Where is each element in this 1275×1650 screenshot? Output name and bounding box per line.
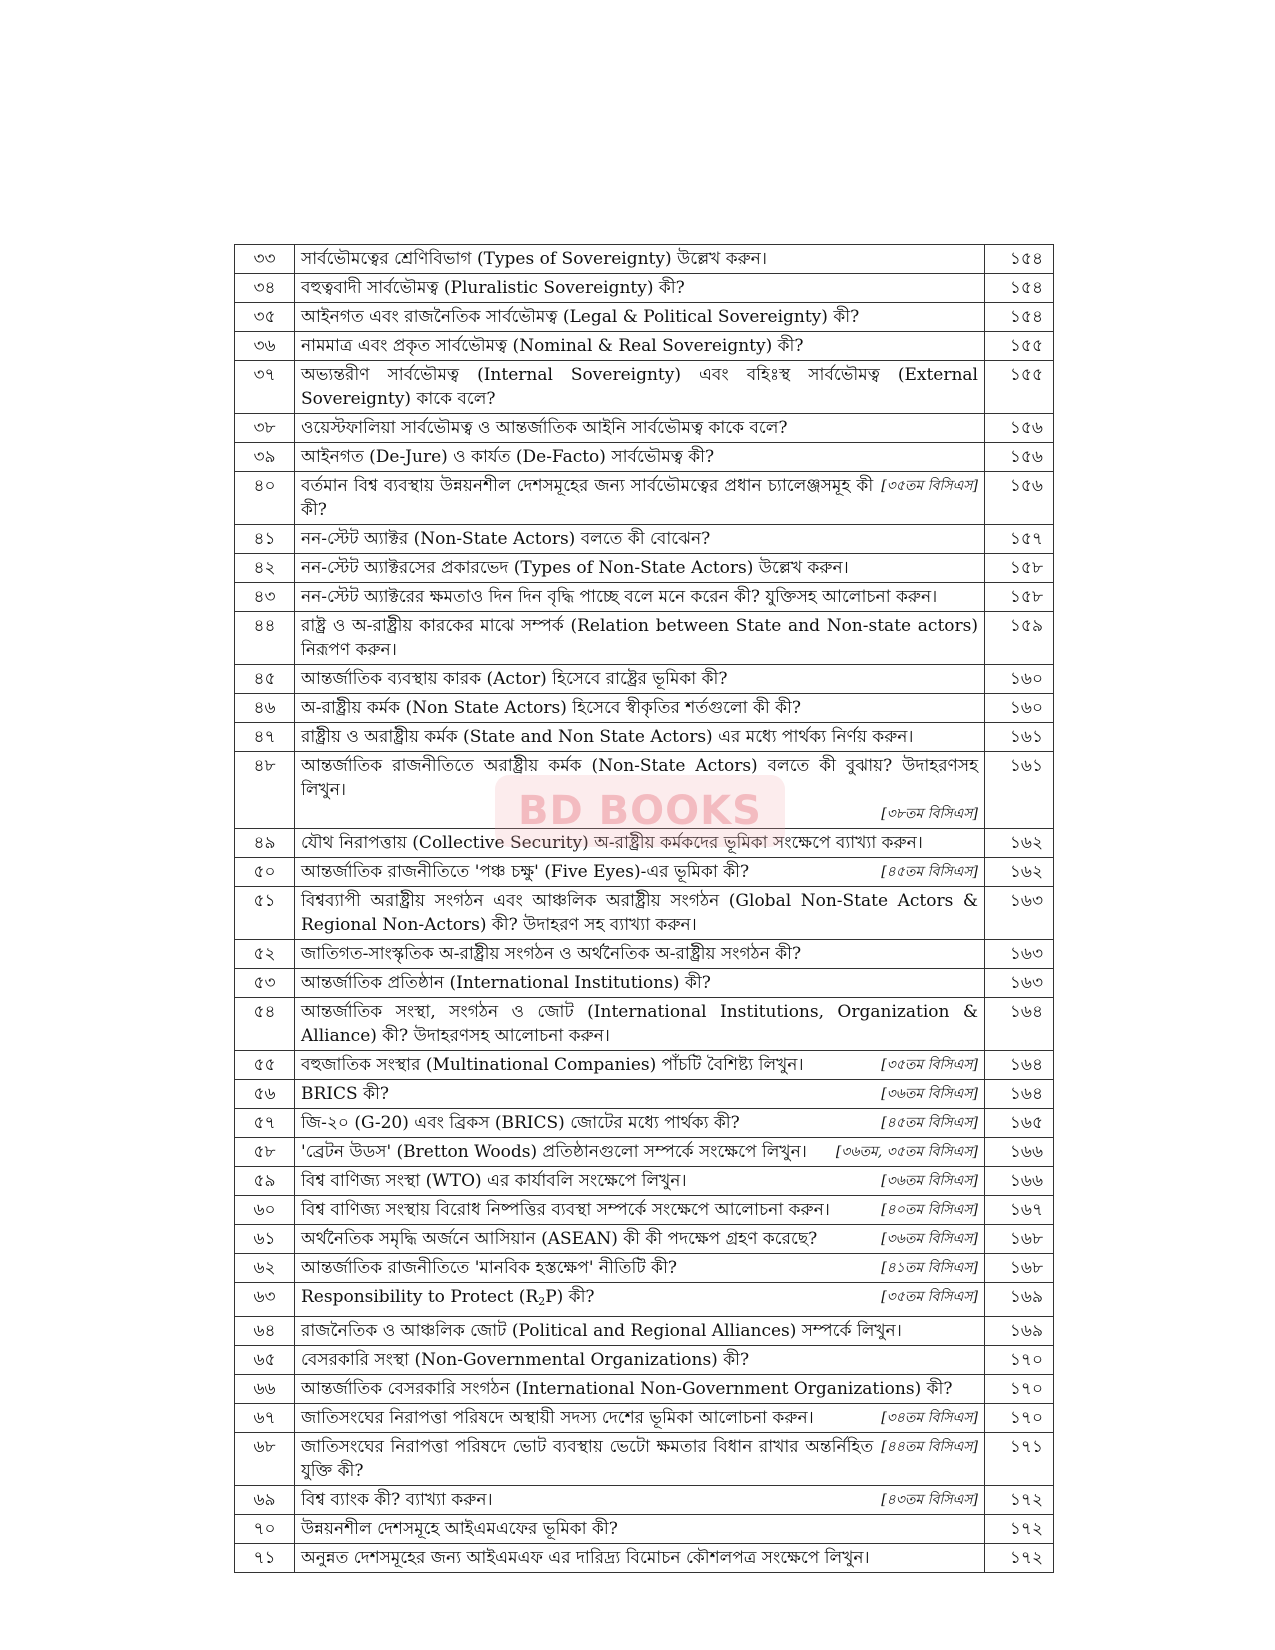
question-cell: [295, 245, 985, 274]
page-number: ১৬৮: [985, 1225, 1054, 1254]
table-row: [235, 525, 1054, 554]
question-text: রাজনৈতিক ও আঞ্চলিক জোট (Political and Regional Alliances) সম্পর্কে লিখুন।: [301, 1321, 902, 1341]
question-text: আন্তর্জাতিক রাজনীতিতে অরাষ্ট্রীয় কর্মক (Non-State Actors) বলতে কী বুঝায়? উদাহরণসহ লিখুন।: [301, 756, 978, 800]
question-cell: [295, 752, 985, 829]
question-number: ৬০: [235, 1196, 295, 1225]
question-text: নন-স্টেট অ্যাক্টরসের প্রকারভেদ (Types of Non-State Actors) উল্লেখ করুন।: [301, 558, 849, 578]
question-text: আইনগত এবং রাজনৈতিক সার্বভৌমত্ব (Legal & Political Sovereignty) কী?: [301, 307, 860, 327]
question-cell: [295, 940, 985, 969]
question-cell: [295, 332, 985, 361]
table-row: [235, 858, 1054, 887]
question-text: আন্তর্জাতিক ব্যবস্থায় কারক (Actor) হিসেবে রাষ্ট্রের ভূমিকা কী?: [301, 669, 728, 689]
question-text: বর্তমান বিশ্ব ব্যবস্থায় উন্নয়নশীল দেশসমূহের জন্য সার্বভৌমত্বের প্রধান চ্যালেঞ্জসমূহ কী কী?: [301, 476, 874, 520]
question-number: ৩৪: [235, 274, 295, 303]
question-number: ৫৩: [235, 969, 295, 998]
table-row: [235, 443, 1054, 472]
table-row: [235, 303, 1054, 332]
table-row: [235, 1196, 1054, 1225]
exam-reference: [৪১তম বিসিএস]: [881, 1260, 978, 1276]
question-cell: [295, 1515, 985, 1544]
question-number: ৫৬: [235, 1080, 295, 1109]
page-number: ১৫৬: [985, 443, 1054, 472]
question-text: বেসরকারি সংস্থা (Non-Governmental Organizations) কী?: [301, 1350, 750, 1370]
page-number: ১৬১: [985, 723, 1054, 752]
question-text: অর্থনৈতিক সমৃদ্ধি অর্জনে আসিয়ান (ASEAN) কী কী পদক্ষেপ গ্রহণ করেছে?: [301, 1229, 818, 1249]
table-row: [235, 998, 1054, 1051]
question-text: নন-স্টেট অ্যাক্টর (Non-State Actors) বলতে কী বোঝেন?: [301, 529, 711, 549]
question-cell: [295, 303, 985, 332]
question-cell: [295, 858, 985, 887]
exam-reference: [৩৬তম, ৩৫তম বিসিএস]: [835, 1144, 978, 1160]
table-row: [235, 554, 1054, 583]
question-number: ৩৬: [235, 332, 295, 361]
question-cell: [295, 1051, 985, 1080]
page-number: ১৬২: [985, 858, 1054, 887]
page-number: ১৫৪: [985, 303, 1054, 332]
question-cell: [295, 723, 985, 752]
question-text: রাষ্ট্র ও অ-রাষ্ট্রীয় কারকের মাঝে সম্পর্ক (Relation between State and Non-state actors) নিরূপণ করুন।: [301, 616, 978, 660]
page-number: ১৫৮: [985, 554, 1054, 583]
question-text: আন্তর্জাতিক রাজনীতিতে 'মানবিক হস্তক্ষেপ' নীতিটি কী?: [301, 1258, 677, 1278]
question-cell: [295, 1317, 985, 1346]
question-cell: [295, 1225, 985, 1254]
table-row: [235, 887, 1054, 940]
question-number: ৬৭: [235, 1404, 295, 1433]
question-text: 'ব্রেটন উডস' (Bretton Woods) প্রতিষ্ঠানগুলো সম্পর্কে সংক্ষেপে লিখুন।: [301, 1142, 807, 1162]
table-row: [235, 1486, 1054, 1515]
table-row: [235, 1346, 1054, 1375]
exam-reference: [৪৪তম বিসিএস]: [881, 1439, 978, 1455]
table-row: [235, 1317, 1054, 1346]
question-cell: [295, 1167, 985, 1196]
question-number: ৭০: [235, 1515, 295, 1544]
question-number: ৩৮: [235, 414, 295, 443]
table-row: [235, 694, 1054, 723]
page-number: ১৭২: [985, 1515, 1054, 1544]
page-number: ১৫৫: [985, 361, 1054, 414]
contents-table: [234, 244, 1054, 1573]
page-number: ১৬৭: [985, 1196, 1054, 1225]
question-cell: [295, 1375, 985, 1404]
table-row: [235, 612, 1054, 665]
question-cell: [295, 361, 985, 414]
table-row: [235, 1051, 1054, 1080]
question-text: জাতিসংঘের নিরাপত্তা পরিষদে অস্থায়ী সদস্য দেশের ভূমিকা আলোচনা করুন।: [301, 1408, 814, 1428]
exam-reference: [৩৬তম বিসিএস]: [881, 1173, 978, 1189]
question-cell: [295, 1196, 985, 1225]
question-number: ৫১: [235, 887, 295, 940]
question-cell: [295, 829, 985, 858]
question-number: ৪২: [235, 554, 295, 583]
question-cell: [295, 1138, 985, 1167]
page-number: ১৬১: [985, 752, 1054, 829]
table-row: [235, 1254, 1054, 1283]
question-text: যৌথ নিরাপত্তায় (Collective Security) অ-রাষ্ট্রীয় কর্মকদের ভূমিকা সংক্ষেপে ব্যাখ্যা করুন।: [301, 833, 923, 853]
exam-reference: [৪৫তম বিসিএস]: [881, 864, 978, 880]
question-number: ৪৪: [235, 612, 295, 665]
question-number: ৪৯: [235, 829, 295, 858]
question-number: ৪৭: [235, 723, 295, 752]
question-text: নামমাত্র এবং প্রকৃত সার্বভৌমত্ব (Nominal & Real Sovereignty) কী?: [301, 336, 804, 356]
question-text: বিশ্ব ব্যাংক কী? ব্যাখ্যা করুন।: [301, 1490, 493, 1510]
question-number: ৩৯: [235, 443, 295, 472]
table-row: [235, 583, 1054, 612]
question-number: ৬৯: [235, 1486, 295, 1515]
question-text: আন্তর্জাতিক প্রতিষ্ঠান (International Institutions) কী?: [301, 973, 711, 993]
page-number: ১৬২: [985, 829, 1054, 858]
page-number: ১৬০: [985, 665, 1054, 694]
question-cell: [295, 612, 985, 665]
page-number: ১৬০: [985, 694, 1054, 723]
table-row: [235, 1138, 1054, 1167]
page-number: ১৭০: [985, 1404, 1054, 1433]
question-cell: [295, 274, 985, 303]
question-number: ৩৫: [235, 303, 295, 332]
question-number: ৪০: [235, 472, 295, 525]
question-text: উন্নয়নশীল দেশসমূহে আইএমএফের ভূমিকা কী?: [301, 1519, 618, 1539]
table-row: [235, 414, 1054, 443]
page-number: ১৬৪: [985, 1080, 1054, 1109]
page-number: ১৬৯: [985, 1317, 1054, 1346]
table-row: [235, 1515, 1054, 1544]
page-number: ১৫৬: [985, 472, 1054, 525]
page-number: ১৫৪: [985, 245, 1054, 274]
exam-reference: [৪৩তম বিসিএস]: [881, 1492, 978, 1508]
question-cell: [295, 554, 985, 583]
question-number: ৬৫: [235, 1346, 295, 1375]
question-text: অভ্যন্তরীণ সার্বভৌমত্ব (Internal Sovereignty) এবং বহিঃস্থ সার্বভৌমত্ব (External Sovereignty) কাকে বলে?: [301, 365, 978, 409]
question-number: ৭১: [235, 1544, 295, 1573]
table-row: [235, 1283, 1054, 1317]
table-row: [235, 361, 1054, 414]
question-cell: [295, 414, 985, 443]
question-number: ৪১: [235, 525, 295, 554]
question-text: ওয়েস্টফালিয়া সার্বভৌমত্ব ও আন্তর্জাতিক আইনি সার্বভৌমত্ব কাকে বলে?: [301, 418, 788, 438]
question-text: Responsibility to Protect (R: [301, 1287, 539, 1307]
question-text: বহুজাতিক সংস্থার (Multinational Companies) পাঁচটি বৈশিষ্ট্য লিখুন।: [301, 1055, 804, 1075]
table-row: [235, 1404, 1054, 1433]
watermark: BD BOOKS: [495, 775, 785, 847]
question-cell: [295, 1433, 985, 1486]
table-row: [235, 665, 1054, 694]
page-number: ১৬৩: [985, 969, 1054, 998]
page-number: ১৬৩: [985, 887, 1054, 940]
contents-table-body: [235, 245, 1054, 1573]
question-number: ৬৪: [235, 1317, 295, 1346]
table-row: [235, 1167, 1054, 1196]
question-number: ৫৫: [235, 1051, 295, 1080]
table-row: [235, 1109, 1054, 1138]
question-text: বিশ্বব্যাপী অরাষ্ট্রীয় সংগঠন এবং আঞ্চলিক অরাষ্ট্রীয় সংগঠন (Global Non-State Actors & Regional Non-Actors) কী? উদাহরণ সহ ব্যাখ্যা করুন।: [301, 891, 978, 935]
question-cell: [295, 694, 985, 723]
question-number: ৫৪: [235, 998, 295, 1051]
question-cell: [295, 887, 985, 940]
question-cell: [295, 583, 985, 612]
question-text: জি-২০ (G-20) এবং ব্রিকস (BRICS) জোটের মধ্যে পার্থক্য কী?: [301, 1113, 740, 1133]
question-cell: [295, 1346, 985, 1375]
question-number: ৬৩: [235, 1283, 295, 1317]
question-text: বিশ্ব বাণিজ্য সংস্থায় বিরোধ নিষ্পত্তির ব্যবস্থা সম্পর্কে সংক্ষেপে আলোচনা করুন।: [301, 1200, 830, 1220]
table-row: [235, 1375, 1054, 1404]
question-text: জাতিগত-সাংস্কৃতিক অ-রাষ্ট্রীয় সংগঠন ও অর্থনৈতিক অ-রাষ্ট্রীয় সংগঠন কী?: [301, 944, 802, 964]
question-number: ৬২: [235, 1254, 295, 1283]
page-number: ১৫৯: [985, 612, 1054, 665]
page-number: ১৫৪: [985, 274, 1054, 303]
table-row: [235, 752, 1054, 829]
question-cell: [295, 1254, 985, 1283]
page-number: ১৫৫: [985, 332, 1054, 361]
question-cell: [295, 472, 985, 525]
question-text: বিশ্ব বাণিজ্য সংস্থা (WTO) এর কার্যাবলি সংক্ষেপে লিখুন।: [301, 1171, 687, 1191]
question-text: আন্তর্জাতিক বেসরকারি সংগঠন (International Non-Government Organizations) কী?: [301, 1379, 953, 1399]
table-row: [235, 1080, 1054, 1109]
question-text: আন্তর্জাতিক রাজনীতিতে 'পঞ্চ চক্ষু' (Five Eyes)-এর ভূমিকা কী?: [301, 862, 750, 882]
question-cell: [295, 443, 985, 472]
table-row: [235, 274, 1054, 303]
question-cell: [295, 1109, 985, 1138]
page-number: ১৬৬: [985, 1138, 1054, 1167]
page-number: ১৭০: [985, 1346, 1054, 1375]
page-number: ১৫৭: [985, 525, 1054, 554]
question-text-end: P) কী?: [545, 1287, 595, 1307]
question-number: ৬৬: [235, 1375, 295, 1404]
question-text: জাতিসংঘের নিরাপত্তা পরিষদে ভোট ব্যবস্থায় ভেটো ক্ষমতার বিধান রাখার অন্তর্নিহিত যুক্তি কী?: [301, 1437, 874, 1481]
table-row: [235, 332, 1054, 361]
table-row: [235, 1225, 1054, 1254]
page-number: ১৭০: [985, 1375, 1054, 1404]
question-cell: [295, 1486, 985, 1515]
subscript: 2: [538, 1295, 546, 1308]
page-number: ১৭২: [985, 1544, 1054, 1573]
table-row: [235, 1433, 1054, 1486]
question-number: ৪৫: [235, 665, 295, 694]
question-number: ৪৩: [235, 583, 295, 612]
page-number: ১৬৪: [985, 1051, 1054, 1080]
page-number: ১৭১: [985, 1433, 1054, 1486]
table-row: [235, 1544, 1054, 1573]
page-number: ১৬৪: [985, 998, 1054, 1051]
question-cell: [295, 525, 985, 554]
page-number: ১৬৩: [985, 940, 1054, 969]
exam-reference: [৪৫তম বিসিএস]: [881, 1115, 978, 1131]
question-number: ৬১: [235, 1225, 295, 1254]
page-number: ১৭২: [985, 1486, 1054, 1515]
page-number: ১৬৬: [985, 1167, 1054, 1196]
exam-reference: [৩৫তম বিসিএস]: [881, 1289, 978, 1305]
exam-reference: [৩৮তম বিসিএস]: [881, 806, 978, 822]
question-text: অনুন্নত দেশসমূহের জন্য আইএমএফ এর দারিদ্র্য বিমোচন কৌশলপত্র সংক্ষেপে লিখুন।: [301, 1548, 870, 1568]
table-row: [235, 723, 1054, 752]
page-number: ১৬৮: [985, 1254, 1054, 1283]
question-text: আন্তর্জাতিক সংস্থা, সংগঠন ও জোট (International Institutions, Organization & Alliance) কী? উদাহরণসহ আলোচনা করুন।: [301, 1002, 978, 1046]
question-number: ৪৬: [235, 694, 295, 723]
page-number: ১৬৯: [985, 1283, 1054, 1317]
question-number: ৫২: [235, 940, 295, 969]
question-number: ৫৮: [235, 1138, 295, 1167]
question-cell: [295, 1080, 985, 1109]
exam-reference: [৩৫তম বিসিএস]: [881, 1057, 978, 1073]
question-text: আইনগত (De-Jure) ও কার্যত (De-Facto) সার্বভৌমত্ব কী?: [301, 447, 715, 467]
question-text: বহুত্ববাদী সার্বভৌমত্ব (Pluralistic Sovereignty) কী?: [301, 278, 685, 298]
question-number: ৫৭: [235, 1109, 295, 1138]
question-text: অ-রাষ্ট্রীয় কর্মক (Non State Actors) হিসেবে স্বীকৃতির শর্তগুলো কী কী?: [301, 698, 802, 718]
question-text: BRICS কী?: [301, 1084, 389, 1104]
page-number: ১৫৮: [985, 583, 1054, 612]
exam-reference: [৩৬তম বিসিএস]: [881, 1231, 978, 1247]
question-number: ৪৮: [235, 752, 295, 829]
question-number: ৫৯: [235, 1167, 295, 1196]
question-number: ৬৮: [235, 1433, 295, 1486]
question-text: নন-স্টেট অ্যাক্টরের ক্ষমতাও দিন দিন বৃদ্ধি পাচ্ছে বলে মনে করেন কী? যুক্তিসহ আলোচনা করুন।: [301, 587, 938, 607]
exam-reference: [৩৪তম বিসিএস]: [881, 1410, 978, 1426]
page-number: ১৬৫: [985, 1109, 1054, 1138]
page-number: ১৫৬: [985, 414, 1054, 443]
table-row: [235, 472, 1054, 525]
question-cell: [295, 998, 985, 1051]
question-cell: [295, 1544, 985, 1573]
question-cell: [295, 665, 985, 694]
question-number: ৩৭: [235, 361, 295, 414]
table-row: [235, 245, 1054, 274]
question-number: ৫০: [235, 858, 295, 887]
question-cell: [295, 1404, 985, 1433]
table-row: [235, 969, 1054, 998]
question-number: ৩৩: [235, 245, 295, 274]
exam-reference: [৩৬তম বিসিএস]: [881, 1086, 978, 1102]
question-text: সার্বভৌমত্বের শ্রেণিবিভাগ (Types of Sovereignty) উল্লেখ করুন।: [301, 249, 767, 269]
table-row: [235, 829, 1054, 858]
table-row: [235, 940, 1054, 969]
question-cell: [295, 969, 985, 998]
exam-reference: [৩৫তম বিসিএস]: [881, 478, 978, 494]
question-text: রাষ্ট্রীয় ও অরাষ্ট্রীয় কর্মক (State and Non State Actors) এর মধ্যে পার্থক্য নির্ণয় করুন।: [301, 727, 914, 747]
question-cell: [295, 1283, 985, 1317]
exam-reference: [৪০তম বিসিএস]: [881, 1202, 978, 1218]
